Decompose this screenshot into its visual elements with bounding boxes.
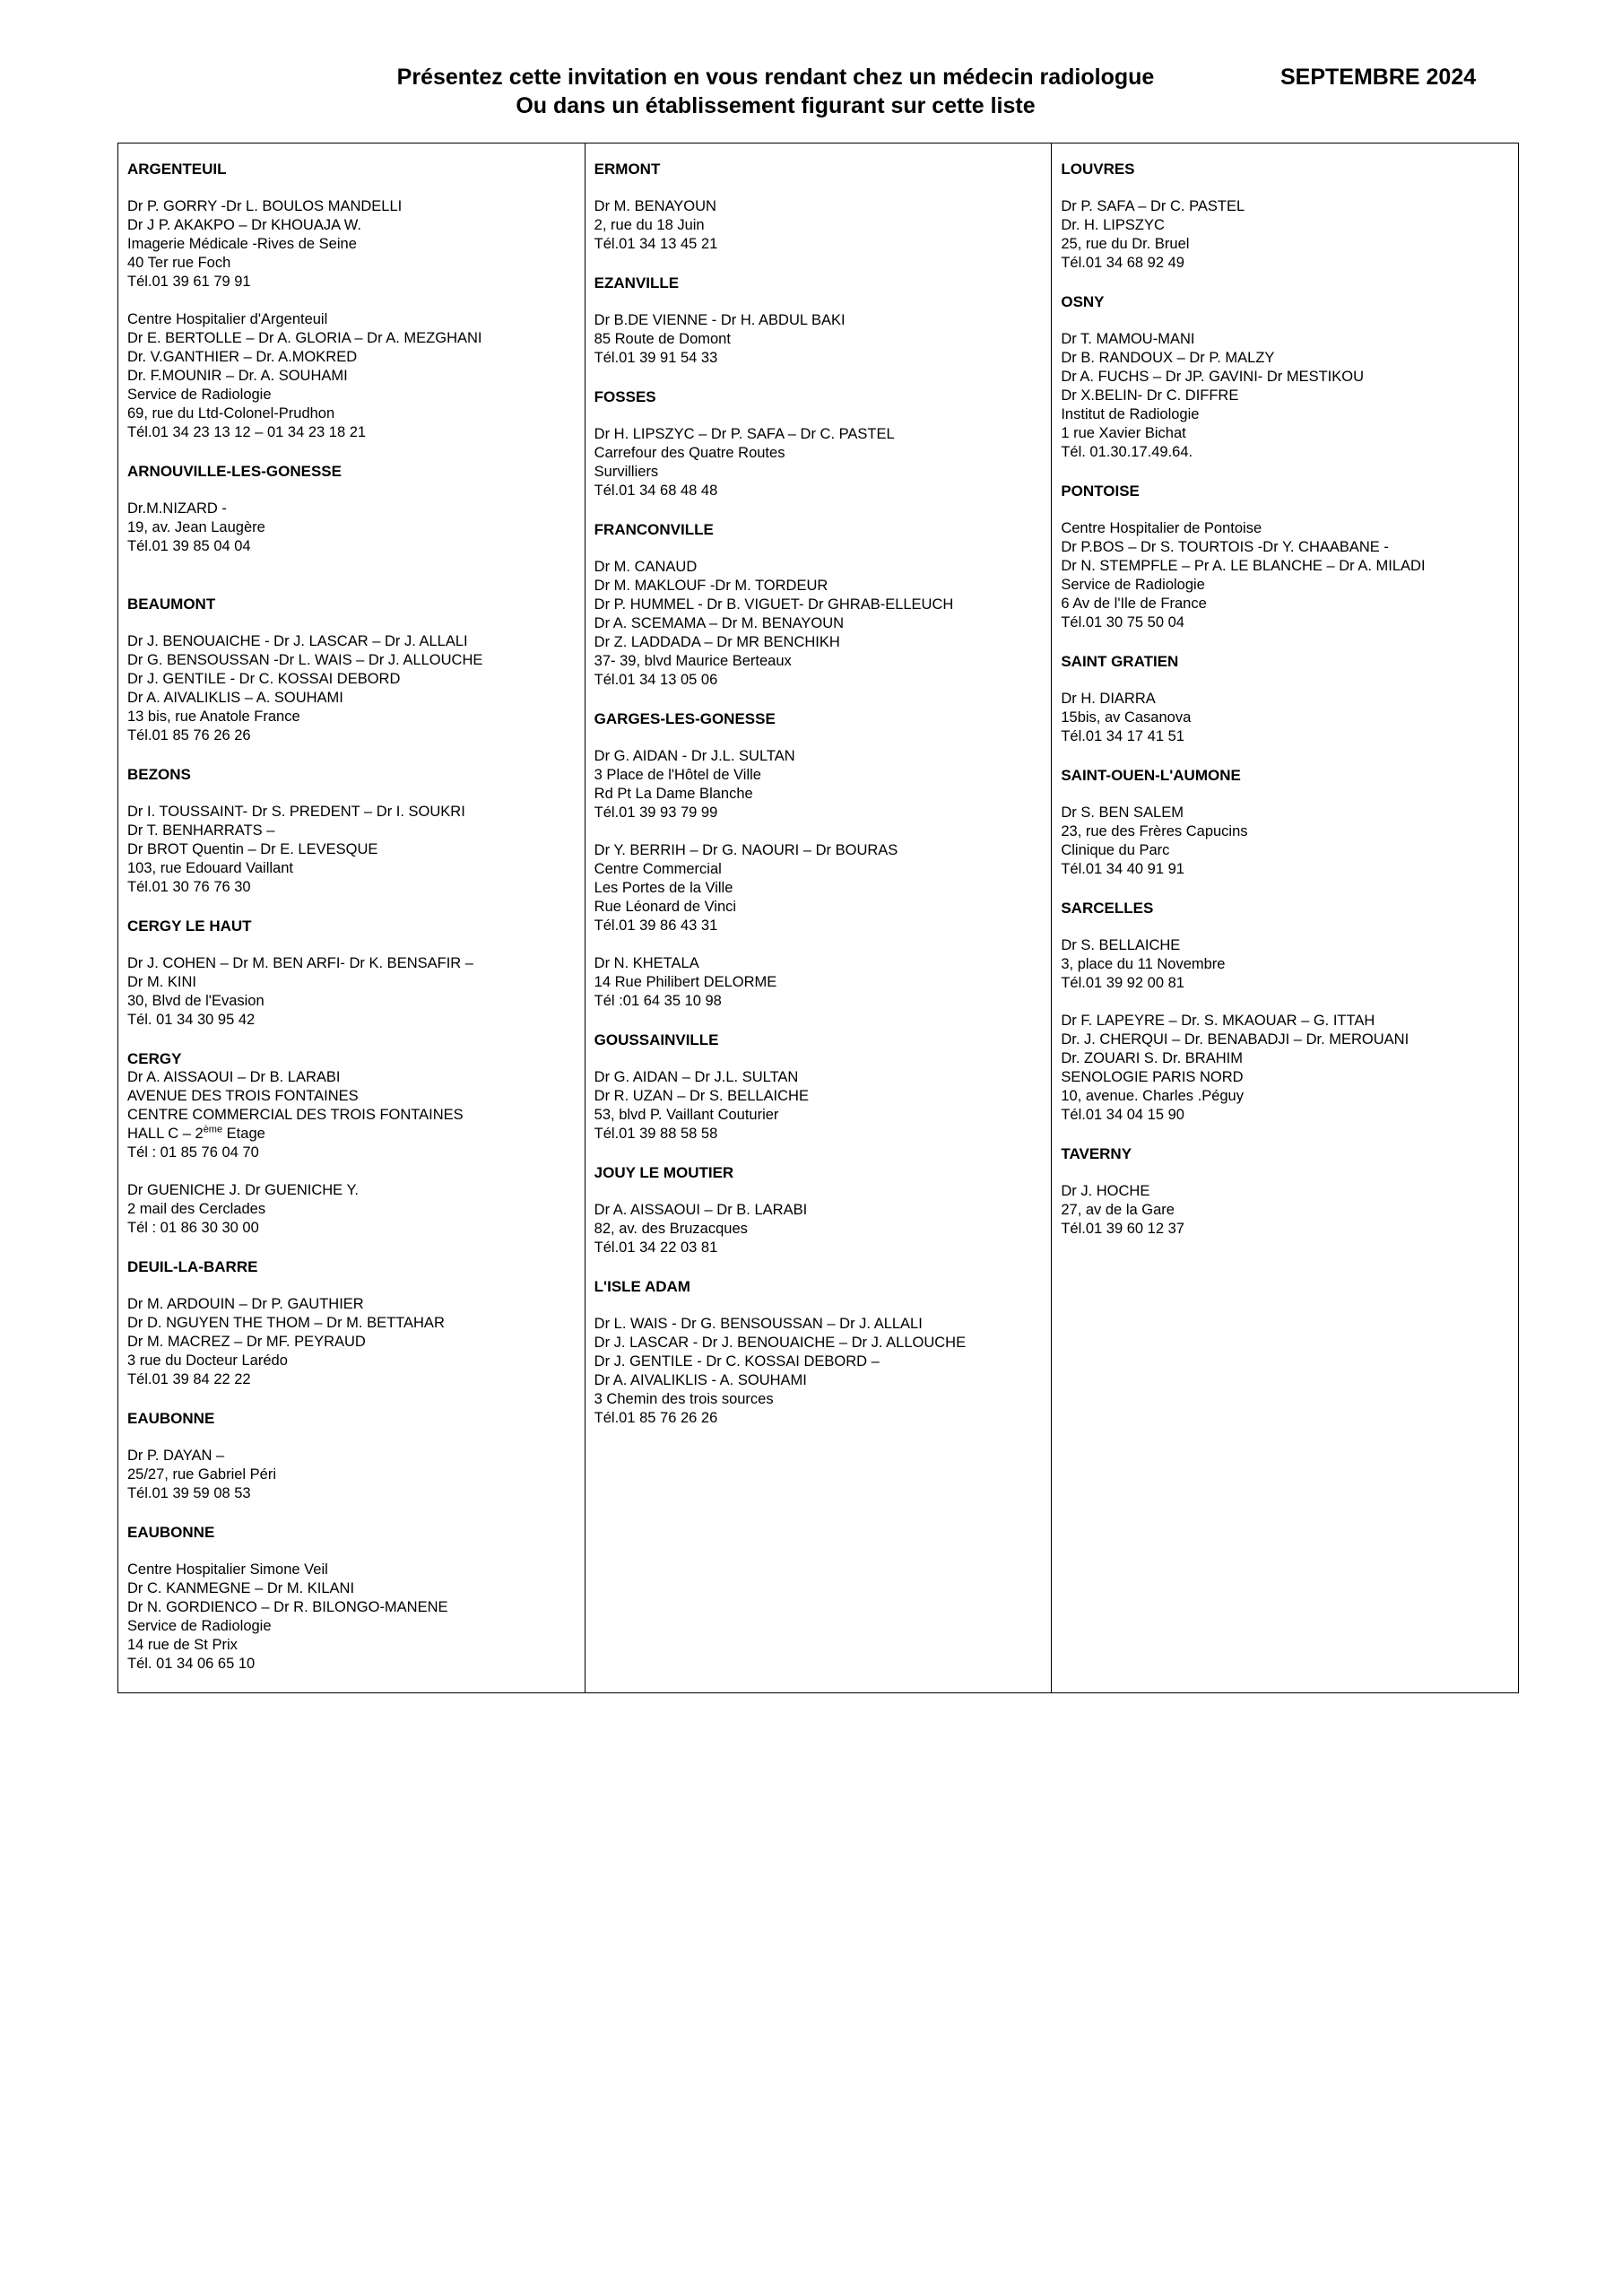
city-heading: OSNY <box>1061 293 1105 310</box>
city-heading: BEZONS <box>127 766 191 783</box>
entry-line: Tél. 01 34 06 65 10 <box>127 1656 256 1672</box>
entry-line: Dr F. LAPEYRE – Dr. S. MKAOUAR – G. ITTAH <box>1061 1013 1375 1029</box>
entry-line: Dr Y. BERRIH – Dr G. NAOURI – Dr BOURAS <box>594 842 898 858</box>
entry-line: Tél.01 34 23 13 12 – 01 34 23 18 21 <box>127 424 367 440</box>
entry-line: Dr S. BEN SALEM <box>1061 804 1184 821</box>
city-section <box>127 1523 574 1674</box>
entry-line: Centre Hospitalier d'Argenteuil <box>127 311 328 327</box>
entry-line: Dr G. AIDAN – Dr J.L. SULTAN <box>594 1069 799 1085</box>
practice-entry <box>594 841 1041 935</box>
entry-line: Dr I. TOUSSAINT- Dr S. PREDENT – Dr I. SOUKRI <box>127 804 465 820</box>
entry-line: 27, av de la Gare <box>1061 1202 1175 1218</box>
entry-line: Survilliers <box>594 464 659 480</box>
entry-line: Dr H. LIPSZYC – Dr P. SAFA – Dr C. PASTEL <box>594 426 895 442</box>
entry-line: 25, rue du Dr. Bruel <box>1061 236 1190 252</box>
entry-line: Dr J. HOCHE <box>1061 1183 1150 1199</box>
page-title <box>350 63 1201 120</box>
city-heading: ARGENTEUIL <box>127 161 227 178</box>
entry-line: Dr X.BELIN- Dr C. DIFFRE <box>1061 387 1239 404</box>
entry-line: Dr E. BERTOLLE – Dr A. GLORIA – Dr A. MEZGHANI <box>127 330 482 346</box>
entry-line: 14 Rue Philibert DELORME <box>594 974 777 990</box>
entry-line: Dr N. STEMPFLE – Pr A. LE BLANCHE – Dr A. MILADI <box>1061 558 1426 574</box>
entry-line: Dr A. FUCHS – Dr JP. GAVINI- Dr MESTIKOU <box>1061 369 1365 385</box>
practice-entry <box>127 1561 574 1674</box>
entry-line: Dr H. DIARRA <box>1061 691 1156 707</box>
entry-line: 37- 39, blvd Maurice Berteaux <box>594 653 792 669</box>
entry-line: Dr R. UZAN – Dr S. BELLAICHE <box>594 1088 809 1104</box>
entry-line: Tél. 01 34 30 95 42 <box>127 1012 256 1028</box>
city-section <box>127 1409 574 1503</box>
entry-line: Dr J. GENTILE - Dr C. KOSSAI DEBORD – <box>594 1353 880 1370</box>
title-line-1: Présentez cette invitation en vous rendant chez un médecin radiologue <box>396 65 1155 90</box>
entry-line: Tél.01 34 68 92 49 <box>1061 255 1184 271</box>
entry-line: CENTRE COMMERCIAL DES TROIS FONTAINES <box>127 1107 464 1123</box>
entry-line: 103, rue Edouard Vaillant <box>127 860 293 876</box>
city-section <box>594 709 1041 1011</box>
entry-line: 53, blvd P. Vaillant Couturier <box>594 1107 779 1123</box>
city-heading: L'ISLE ADAM <box>594 1278 690 1295</box>
city-heading: FOSSES <box>594 388 656 405</box>
entry-line: Tél.01 85 76 26 26 <box>594 1410 718 1426</box>
city-section <box>594 1277 1041 1428</box>
practice-entry <box>127 500 574 556</box>
entry-line: 2 mail des Cerclades <box>127 1201 266 1217</box>
entry-line: Dr BROT Quentin – Dr E. LEVESQUE <box>127 841 378 857</box>
city-section <box>594 387 1041 500</box>
entry-line: Dr. ZOUARI S. Dr. BRAHIM <box>1061 1050 1243 1066</box>
city-heading: JOUY LE MOUTIER <box>594 1164 734 1181</box>
city-section <box>1061 292 1507 462</box>
city-section <box>127 917 574 1030</box>
entry-line: Dr P. GORRY -Dr L. BOULOS MANDELLI <box>127 198 403 214</box>
entry-line: Dr J. BENOUAICHE - Dr J. LASCAR – Dr J. ALLALI <box>127 633 468 649</box>
entry-line: Tél : 01 86 30 30 00 <box>127 1220 259 1236</box>
city-section <box>127 765 574 897</box>
practice-entry <box>1061 936 1507 993</box>
directory-column-1 <box>118 144 585 1692</box>
entry-line: 3 rue du Docteur Larédo <box>127 1352 288 1369</box>
entry-line: Dr T. MAMOU-MANI <box>1061 331 1195 347</box>
practice-entry <box>594 425 1041 500</box>
practice-entry <box>594 1315 1041 1428</box>
entry-line: Tél.01 34 04 15 90 <box>1061 1107 1184 1123</box>
entry-line: Tél.01 34 17 41 51 <box>1061 728 1184 744</box>
entry-line: Dr T. BENHARRATS – <box>127 822 275 839</box>
city-heading: EAUBONNE <box>127 1524 215 1541</box>
entry-line: AVENUE DES TROIS FONTAINES <box>127 1088 359 1104</box>
entry-line: SENOLOGIE PARIS NORD <box>1061 1069 1244 1085</box>
entry-line: 25/27, rue Gabriel Péri <box>127 1466 277 1483</box>
entry-line: Rd Pt La Dame Blanche <box>594 786 753 802</box>
entry-line: Dr J. GENTILE - Dr C. KOSSAI DEBORD <box>127 671 401 687</box>
entry-line: Dr B. RANDOUX – Dr P. MALZY <box>1061 350 1275 366</box>
city-heading: EZANVILLE <box>594 274 680 291</box>
city-heading: CERGY LE HAUT <box>127 918 252 935</box>
entry-line: Dr D. NGUYEN THE THOM – Dr M. BETTAHAR <box>127 1315 445 1331</box>
city-section <box>594 520 1041 690</box>
entry-line: Tél.01 39 61 79 91 <box>127 274 251 290</box>
entry-line: Dr GUENICHE J. Dr GUENICHE Y. <box>127 1182 359 1198</box>
entry-line: Carrefour des Quatre Routes <box>594 445 785 461</box>
directory-column-2 <box>585 144 1052 1692</box>
entry-line: 10, avenue. Charles .Péguy <box>1061 1088 1244 1104</box>
entry-line: Dr Z. LADDADA – Dr MR BENCHIKH <box>594 634 840 650</box>
city-section <box>1061 652 1507 746</box>
entry-line: 69, rue du Ltd-Colonel-Prudhon <box>127 405 335 422</box>
entry-line: Tél.01 39 92 00 81 <box>1061 975 1184 991</box>
entry-line: Dr. V.GANTHIER – Dr. A.MOKRED <box>127 349 358 365</box>
practice-entry <box>1061 330 1507 462</box>
entry-line: Tél.01 39 93 79 99 <box>594 804 718 821</box>
document-date: SEPTEMBRE 2024 <box>1280 65 1477 90</box>
entry-line: Dr L. WAIS - Dr G. BENSOUSSAN – Dr J. ALLALI <box>594 1316 923 1332</box>
entry-line: Tél.01 34 68 48 48 <box>594 483 718 499</box>
entry-line: Institut de Radiologie <box>1061 406 1200 422</box>
city-section <box>1061 482 1507 632</box>
entry-line: Tél.01 85 76 26 26 <box>127 727 251 744</box>
city-section <box>127 462 574 556</box>
title-line-2: Ou dans un établissement figurant sur cette liste <box>516 93 1036 118</box>
entry-line: HALL C – 2ème Etage <box>127 1124 265 1142</box>
city-heading: BEAUMONT <box>127 596 216 613</box>
practice-entry <box>127 1295 574 1389</box>
entry-line: 82, av. des Bruzacques <box>594 1221 748 1237</box>
city-heading: SAINT GRATIEN <box>1061 653 1179 670</box>
entry-line: Service de Radiologie <box>127 1618 272 1634</box>
practice-entry <box>1061 519 1507 632</box>
entry-line: Service de Radiologie <box>1061 577 1205 593</box>
entry-line: 40 Ter rue Foch <box>127 255 231 271</box>
entry-line: Rue Léonard de Vinci <box>594 899 737 915</box>
entry-line: Dr P. HUMMEL - Dr B. VIGUET- Dr GHRAB-ELLEUCH <box>594 596 954 613</box>
page-header <box>0 63 1622 126</box>
city-section <box>594 274 1041 368</box>
practice-entry <box>127 632 574 745</box>
practice-entry <box>127 310 574 442</box>
city-heading: CERGY <box>127 1050 182 1067</box>
practice-entry <box>594 747 1041 822</box>
entry-line: Centre Hospitalier Simone Veil <box>127 1561 328 1578</box>
entry-line: Centre Hospitalier de Pontoise <box>1061 520 1262 536</box>
entry-line: 3 Place de l'Hôtel de Ville <box>594 767 761 783</box>
practice-entry <box>594 1068 1041 1144</box>
entry-line: Tél.01 39 86 43 31 <box>594 918 718 934</box>
entry-line: Dr P.BOS – Dr S. TOURTOIS -Dr Y. CHAABANE - <box>1061 539 1389 555</box>
entry-line: Tél :01 64 35 10 98 <box>594 993 722 1009</box>
entry-line: Dr P. SAFA – Dr C. PASTEL <box>1061 198 1245 214</box>
entry-line: Dr M. MACREZ – Dr MF. PEYRAUD <box>127 1334 366 1350</box>
entry-line: Dr A. AISSAOUI – Dr B. LARABI <box>594 1202 808 1218</box>
entry-line: Tél : 01 85 76 04 70 <box>127 1144 259 1161</box>
practice-entry <box>127 1181 574 1238</box>
practice-entry <box>594 558 1041 690</box>
entry-line: Centre Commercial <box>594 861 722 877</box>
entry-line: Dr M. MAKLOUF -Dr M. TORDEUR <box>594 578 828 594</box>
city-section <box>594 160 1041 254</box>
entry-line: Tél.01 30 75 50 04 <box>1061 614 1184 631</box>
entry-line: Dr M. CANAUD <box>594 559 698 575</box>
entry-line: 6 Av de l'Ile de France <box>1061 596 1207 612</box>
city-heading: TAVERNY <box>1061 1145 1132 1162</box>
entry-line: Tél.01 34 13 45 21 <box>594 236 718 252</box>
entry-line: Dr. H. LIPSZYC <box>1061 217 1165 233</box>
practice-entry <box>127 1068 574 1162</box>
entry-line: Dr A. AIVALIKLIS – A. SOUHAMI <box>127 690 343 706</box>
city-section <box>1061 766 1507 879</box>
entry-line: Tél.01 39 88 58 58 <box>594 1126 718 1142</box>
entry-line: Dr.M.NIZARD - <box>127 500 227 517</box>
entry-line: 19, av. Jean Laugère <box>127 519 265 535</box>
entry-line: Tél.01 39 91 54 33 <box>594 350 718 366</box>
practice-entry <box>1061 804 1507 879</box>
city-section <box>594 1031 1041 1144</box>
practice-entry <box>594 197 1041 254</box>
entry-line: 1 rue Xavier Bichat <box>1061 425 1186 441</box>
entry-line: Tél. 01.30.17.49.64. <box>1061 444 1193 460</box>
entry-line: 14 rue de St Prix <box>127 1637 238 1653</box>
city-section <box>1061 160 1507 273</box>
city-heading: GOUSSAINVILLE <box>594 1031 719 1048</box>
entry-line: Les Portes de la Ville <box>594 880 733 896</box>
city-section <box>127 1257 574 1389</box>
entry-line: Tél.01 34 22 03 81 <box>594 1239 718 1256</box>
entry-line: 3, place du 11 Novembre <box>1061 956 1226 972</box>
entry-line: 23, rue des Frères Capucins <box>1061 823 1248 839</box>
practice-entry <box>127 803 574 897</box>
practice-entry <box>1061 690 1507 746</box>
entry-line: Dr M. BENAYOUN <box>594 198 716 214</box>
entry-line: Dr M. KINI <box>127 974 196 990</box>
city-heading: SAINT-OUEN-L'AUMONE <box>1061 767 1241 784</box>
entry-line: Dr. J. CHERQUI – Dr. BENABADJI – Dr. MEROUANI <box>1061 1031 1409 1048</box>
entry-line: Dr A. AISSAOUI – Dr B. LARABI <box>127 1069 341 1085</box>
entry-line: Imagerie Médicale -Rives de Seine <box>127 236 357 252</box>
entry-line: 85 Route de Domont <box>594 331 731 347</box>
city-heading: ERMONT <box>594 161 661 178</box>
entry-line: Dr S. BELLAICHE <box>1061 937 1181 953</box>
entry-line: Dr B.DE VIENNE - Dr H. ABDUL BAKI <box>594 312 846 328</box>
practice-entry <box>1061 1012 1507 1125</box>
practice-entry <box>127 954 574 1030</box>
practice-entry <box>127 197 574 291</box>
entry-line: Dr M. ARDOUIN – Dr P. GAUTHIER <box>127 1296 364 1312</box>
city-section <box>1061 1144 1507 1239</box>
entry-line: Tél.01 39 85 04 04 <box>127 538 251 554</box>
city-section <box>127 595 574 745</box>
entry-line: Dr A. SCEMAMA – Dr M. BENAYOUN <box>594 615 845 631</box>
entry-line: Dr C. KANMEGNE – Dr M. KILANI <box>127 1580 355 1596</box>
entry-line: 15bis, av Casanova <box>1061 709 1192 726</box>
city-heading: FRANCONVILLE <box>594 521 714 538</box>
city-section <box>594 1163 1041 1257</box>
entry-line: Clinique du Parc <box>1061 842 1170 858</box>
entry-line: Tél.01 39 59 08 53 <box>127 1485 251 1501</box>
city-section <box>127 160 574 442</box>
practice-entry <box>1061 197 1507 273</box>
city-heading: PONTOISE <box>1061 483 1140 500</box>
entry-line: 30, Blvd de l'Evasion <box>127 993 265 1009</box>
entry-line: Tél.01 39 60 12 37 <box>1061 1221 1184 1237</box>
entry-line: Dr G. BENSOUSSAN -Dr L. WAIS – Dr J. ALLOUCHE <box>127 652 483 668</box>
city-section <box>127 1049 574 1238</box>
entry-line: Tél.01 39 84 22 22 <box>127 1371 251 1387</box>
entry-line: Dr. F.MOUNIR – Dr. A. SOUHAMI <box>127 368 348 384</box>
city-heading: EAUBONNE <box>127 1410 215 1427</box>
city-section <box>1061 899 1507 1125</box>
city-heading: ARNOUVILLE-LES-GONESSE <box>127 463 342 480</box>
entry-line: Dr J. LASCAR - Dr J. BENOUAICHE – Dr J. ALLOUCHE <box>594 1335 967 1351</box>
entry-line: Dr P. DAYAN – <box>127 1448 225 1464</box>
city-heading: LOUVRES <box>1061 161 1135 178</box>
entry-line: Dr N. GORDIENCO – Dr R. BILONGO-MANENE <box>127 1599 448 1615</box>
entry-line: Dr N. KHETALA <box>594 955 699 971</box>
practice-entry <box>1061 1182 1507 1239</box>
entry-line: Dr G. AIDAN - Dr J.L. SULTAN <box>594 748 795 764</box>
city-heading: GARGES-LES-GONESSE <box>594 710 776 727</box>
city-heading: SARCELLES <box>1061 900 1154 917</box>
radiologist-directory-table <box>117 143 1519 1693</box>
directory-column-3 <box>1051 144 1518 1692</box>
entry-line: Tél.01 34 13 05 06 <box>594 672 718 688</box>
entry-line: Tél.01 34 40 91 91 <box>1061 861 1184 877</box>
entry-line: Tél.01 30 76 76 30 <box>127 879 251 895</box>
entry-line: Service de Radiologie <box>127 387 272 403</box>
entry-line: Dr J. COHEN – Dr M. BEN ARFI- Dr K. BENSAFIR – <box>127 955 473 971</box>
practice-entry <box>594 311 1041 368</box>
city-heading: DEUIL-LA-BARRE <box>127 1258 258 1275</box>
entry-line: 13 bis, rue Anatole France <box>127 709 300 725</box>
practice-entry <box>594 954 1041 1011</box>
practice-entry <box>594 1201 1041 1257</box>
entry-line: Dr A. AIVALIKLIS - A. SOUHAMI <box>594 1372 807 1388</box>
entry-line: 2, rue du 18 Juin <box>594 217 705 233</box>
entry-line: Dr J P. AKAKPO – Dr KHOUAJA W. <box>127 217 362 233</box>
entry-line: 3 Chemin des trois sources <box>594 1391 774 1407</box>
practice-entry <box>127 1447 574 1503</box>
